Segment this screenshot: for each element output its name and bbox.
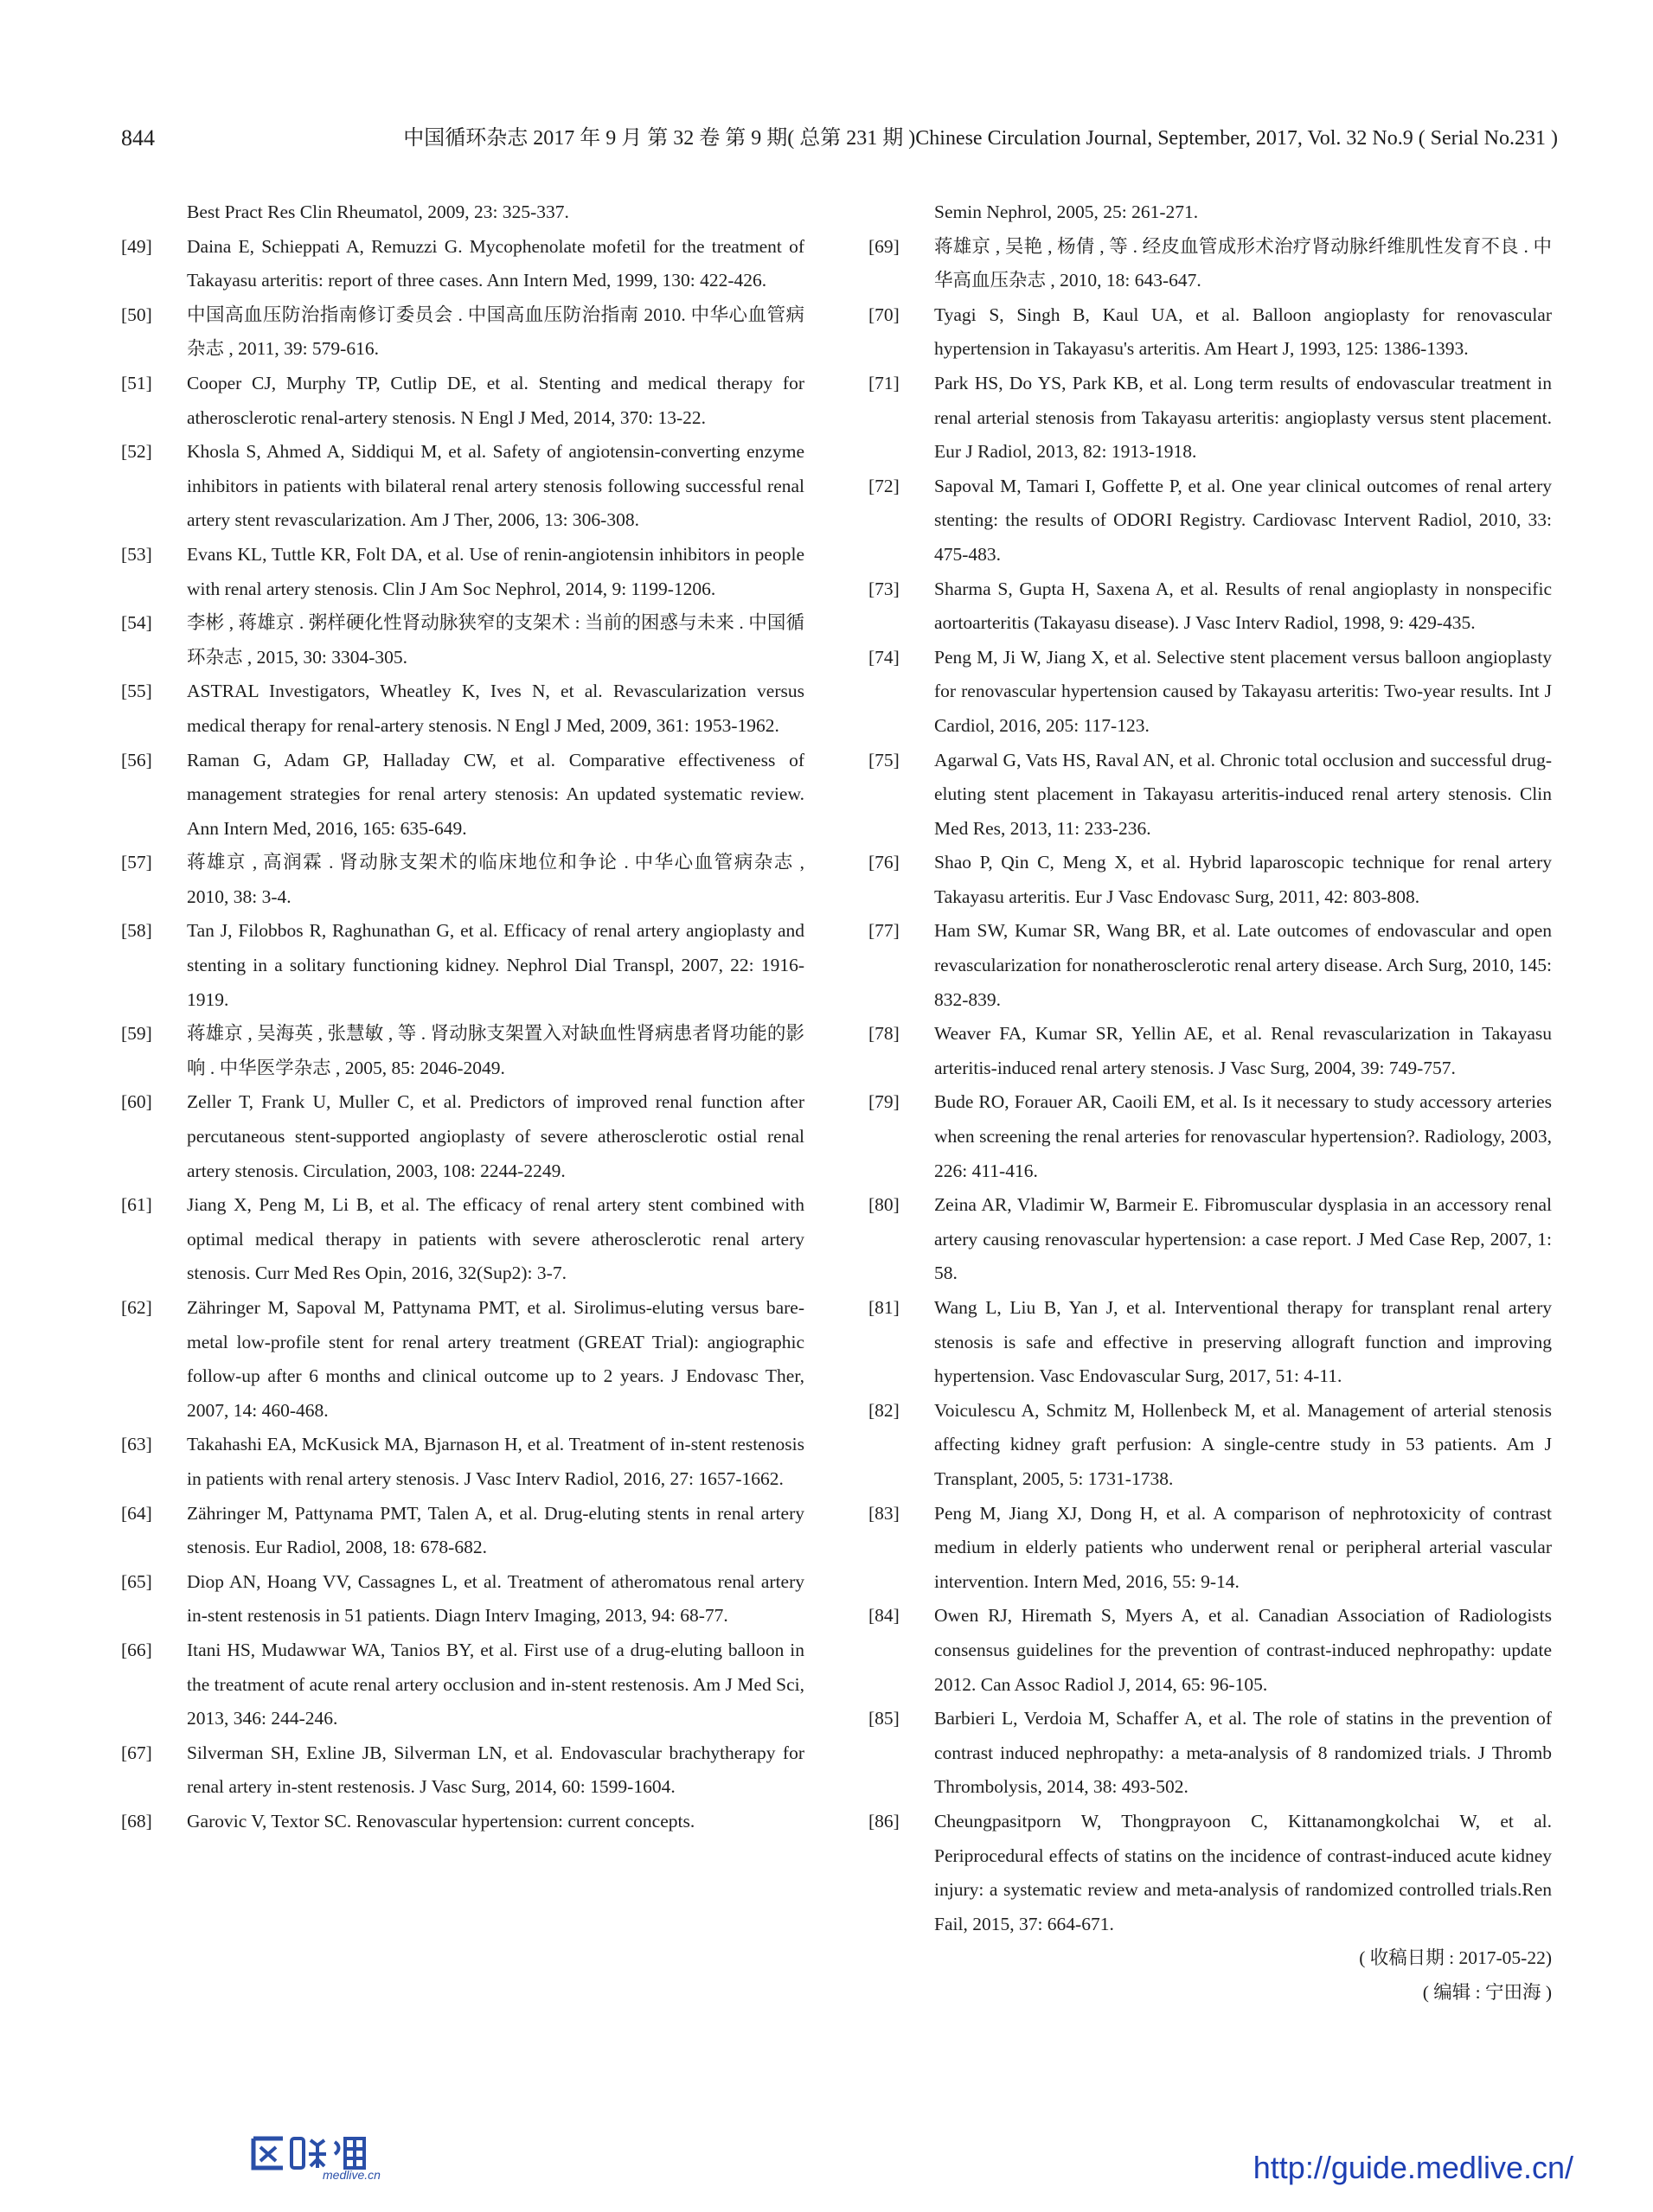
reference-text: Wang L, Liu B, Yan J, et al. Interventional therapy for transplant renal artery stenosis is safe and effective in preserving allograft function and improving hypertension. Vasc Endovascular Surg, 2017, 51: 4-11. xyxy=(934,1297,1552,1387)
reference-item xyxy=(868,1599,1552,1702)
reference-text: Raman G, Adam GP, Halladay CW, et al. Comparative effectiveness of management strategies for renal artery stenosis: An updated systematic review. Ann Intern Med, 2016, 165: 635-649. xyxy=(187,749,804,839)
reference-text: 蒋雄京 , 吴艳 , 杨倩 , 等 . 经皮血管成形术治疗肾动脉纤维肌性发育不良 . 中华高血压杂志 , 2010, 18: 643-647. xyxy=(934,235,1552,291)
reference-number: [59] xyxy=(121,1023,152,1045)
reference-text: Zeina AR, Vladimir W, Barmeir E. Fibromuscular dysplasia in an accessory renal artery causing renovascular hypertension: a case report. J Med Case Rep, 2007, 1: 58. xyxy=(934,1194,1552,1284)
reference-number: [68] xyxy=(121,1810,152,1832)
reference-item xyxy=(121,1428,804,1496)
reference-item xyxy=(121,606,804,674)
reference-number: [57] xyxy=(121,852,152,873)
reference-text: Zähringer M, Pattynama PMT, Talen A, et al. Drug-eluting stents in renal artery stenosis. Eur Radiol, 2008, 18: 678-682. xyxy=(187,1502,804,1558)
reference-item xyxy=(121,230,804,298)
reference-item xyxy=(868,914,1552,1017)
reference-text: Cooper CJ, Murphy TP, Cutlip DE, et al. Stenting and medical therapy for atherosclerotic renal-artery stenosis. N Engl J Med, 2014, 370: 13-22. xyxy=(187,372,804,428)
reference-item xyxy=(121,1085,804,1188)
reference-item xyxy=(121,914,804,1017)
reference-number: [60] xyxy=(121,1091,152,1113)
reference-item xyxy=(121,846,804,914)
journal-running-header: 中国循环杂志 2017 年 9 月 第 32 卷 第 9 期( 总第 231 期 )Chinese Circulation Journal, September, 2017, Vol. 32 No.9 ( Serial No.231 ) xyxy=(403,127,1558,150)
page-number: 844 xyxy=(121,125,155,150)
reference-number: [69] xyxy=(868,235,900,257)
reference-text: Daina E, Schieppati A, Remuzzi G. Mycophenolate mofetil for the treatment of Takayasu arteritis: report of three cases. Ann Intern Med, 1999, 130: 422-426. xyxy=(187,235,804,291)
reference-number: [62] xyxy=(121,1297,152,1318)
reference-text: 蒋雄京 , 高润霖 . 肾动脉支架术的临床地位和争论 . 中华心血管病杂志 , 2010, 38: 3-4. xyxy=(187,852,804,907)
logo-subtitle: medlive.cn xyxy=(323,2168,381,2182)
reference-item xyxy=(121,1188,804,1291)
reference-item xyxy=(121,1565,804,1633)
reference-number: [74] xyxy=(868,646,900,668)
reference-item xyxy=(121,435,804,538)
reference-number: [50] xyxy=(121,304,152,325)
reference-text: Barbieri L, Verdoia M, Schaffer A, et al. The role of statins in the prevention of contrast induced nephropathy: a meta-analysis of 8 randomized trials. J Thromb Thrombolysis, 2014, 38: 493-502. xyxy=(934,1708,1552,1798)
reference-text: Garovic V, Textor SC. Renovascular hypertension: current concepts. xyxy=(187,1810,695,1832)
reference-text: Zähringer M, Sapoval M, Pattynama PMT, et al. Sirolimus-eluting versus bare-metal low-profile stent for renal artery treatment (GREAT Trial): angiographic follow-up after 6 months and clinical outcome up to 2 years. J Endovasc Ther, 2007, 14: 460-468. xyxy=(187,1297,804,1421)
reference-item xyxy=(868,1291,1552,1394)
reference-item xyxy=(868,641,1552,744)
reference-text: ASTRAL Investigators, Wheatley K, Ives N, et al. Revascularization versus medical therapy for renal-artery stenosis. N Engl J Med, 2009, 361: 1953-1962. xyxy=(187,681,804,736)
reference-item xyxy=(868,846,1552,914)
reference-number: [72] xyxy=(868,475,900,496)
reference-text: Peng M, Jiang XJ, Dong H, et al. A comparison of nephrotoxicity of contrast medium in elderly patients who underwent renal or peripheral arterial vascular intervention. Intern Med, 2016, 55: 9-14. xyxy=(934,1502,1552,1592)
reference-item xyxy=(121,538,804,606)
reference-number: [73] xyxy=(868,578,900,599)
reference-item xyxy=(868,367,1552,470)
reference-text: Sharma S, Gupta H, Saxena A, et al. Results of renal angioplasty in nonspecific aortoarteritis (Takayasu disease). J Vasc Interv Radiol, 1998, 9: 429-435. xyxy=(934,578,1552,634)
reference-continuation: Semin Nephrol, 2005, 25: 261-271. xyxy=(934,201,1199,222)
reference-number: [85] xyxy=(868,1708,900,1729)
footer-url-link[interactable]: http://guide.medlive.cn/ xyxy=(1253,2150,1573,2185)
reference-item xyxy=(121,1017,804,1085)
reference-text: Silverman SH, Exline JB, Silverman LN, et al. Endovascular brachytherapy for renal artery in-stent restenosis. J Vasc Surg, 2014, 60: 1599-1604. xyxy=(187,1742,804,1798)
reference-item xyxy=(868,1085,1552,1188)
reference-item xyxy=(121,744,804,847)
reference-text: Jiang X, Peng M, Li B, et al. The efficacy of renal artery stent combined with optimal medical therapy in patients with severe atherosclerotic renal artery stenosis. Curr Med Res Opin, 2016, 32(Sup2): 3-7. xyxy=(187,1194,804,1284)
reference-number: [80] xyxy=(868,1194,900,1216)
reference-item xyxy=(868,744,1552,847)
reference-item xyxy=(868,1702,1552,1805)
reference-text: Owen RJ, Hiremath S, Myers A, et al. Canadian Association of Radiologists consensus guidelines for the prevention of contrast-induced nephropathy: update 2012. Can Assoc Radiol J, 2014, 65: 96-105. xyxy=(934,1605,1552,1695)
reference-number: [76] xyxy=(868,852,900,873)
reference-item xyxy=(868,230,1552,298)
reference-text: Tyagi S, Singh B, Kaul UA, et al. Balloon angioplasty for renovascular hypertension in Takayasu's arteritis. Am Heart J, 1993, 125: 1386-1393. xyxy=(934,304,1552,360)
reference-number: [63] xyxy=(121,1434,152,1455)
reference-text: Peng M, Ji W, Jiang X, et al. Selective stent placement versus balloon angioplasty for renovascular hypertension caused by Takayasu arteritis: Two-year results. Int J Cardiol, 2016, 205: 117-123. xyxy=(934,646,1552,736)
reference-text: Itani HS, Mudawwar WA, Tanios BY, et al. First use of a drug-eluting balloon in the treatment of acute renal artery occlusion and in-stent restenosis. Am J Med Sci, 2013, 346: 244-246. xyxy=(187,1639,804,1729)
reference-text: 李彬 , 蒋雄京 . 粥样硬化性肾动脉狭窄的支架术 : 当前的困惑与未来 . 中国循环杂志 , 2015, 30: 3304-305. xyxy=(187,612,804,668)
reference-number: [53] xyxy=(121,543,152,565)
reference-text: 中国高血压防治指南修订委员会 . 中国高血压防治指南 2010. 中华心血管病杂志 , 2011, 39: 579-616. xyxy=(187,304,804,360)
reference-number: [78] xyxy=(868,1023,900,1045)
reference-item xyxy=(121,1497,804,1565)
reference-text: Ham SW, Kumar SR, Wang BR, et al. Late outcomes of endovascular and open revascularization for nonatherosclerotic renal artery disease. Arch Surg, 2010, 145: 832-839. xyxy=(934,920,1552,1010)
reference-item xyxy=(121,1633,804,1736)
reference-text: Sapoval M, Tamari I, Goffette P, et al. One year clinical outcomes of renal artery stenting: the results of ODORI Registry. Cardiovasc Intervent Radiol, 2010, 33: 475-483. xyxy=(934,475,1552,565)
reference-number: [52] xyxy=(121,441,152,463)
reference-item xyxy=(121,674,804,743)
received-date: ( 收稿日期 : 2017-05-22) xyxy=(1359,1947,1552,1969)
reference-text: Takahashi EA, McKusick MA, Bjarnason H, et al. Treatment of in-stent restenosis in patients with renal artery stenosis. J Vasc Interv Radiol, 2016, 27: 1657-1662. xyxy=(187,1434,804,1489)
reference-column-left xyxy=(121,195,804,1839)
reference-item xyxy=(121,1291,804,1428)
editor-credit: ( 编辑 : 宁田海 ) xyxy=(1422,1981,1552,2003)
reference-item xyxy=(868,572,1552,641)
reference-text: Diop AN, Hoang VV, Cassagnes L, et al. Treatment of atheromatous renal artery in-stent restenosis in 51 patients. Diagn Interv Imaging, 2013, 94: 68-77. xyxy=(187,1570,804,1627)
reference-item xyxy=(868,1394,1552,1497)
reference-text: Shao P, Qin C, Meng X, et al. Hybrid laparoscopic technique for renal artery Takayasu arteritis. Eur J Vasc Endovasc Surg, 2011, 42: 803-808. xyxy=(934,852,1552,907)
reference-number: [84] xyxy=(868,1605,900,1627)
reference-text: Bude RO, Forauer AR, Caoili EM, et al. Is it necessary to study accessory arteries when screening the renal arteries for renovascular hypertension?. Radiology, 2003, 226: 411-416. xyxy=(934,1091,1552,1181)
reference-text: Zeller T, Frank U, Muller C, et al. Predictors of improved renal function after percutaneous stent-supported angioplasty of severe atherosclerotic ostial renal artery stenosis. Circulation, 2003, 108: 2244-2249. xyxy=(187,1091,804,1181)
reference-item xyxy=(121,298,804,367)
reference-number: [64] xyxy=(121,1502,152,1524)
reference-text: Tan J, Filobbos R, Raghunathan G, et al. Efficacy of renal artery angioplasty and stenting in a solitary functioning kidney. Nephrol Dial Transpl, 2007, 22: 1916-1919. xyxy=(187,920,804,1010)
reference-text: Evans KL, Tuttle KR, Folt DA, et al. Use of renin-angiotensin inhibitors in people with renal artery stenosis. Clin J Am Soc Nephrol, 2014, 9: 1199-1206. xyxy=(187,543,804,599)
reference-text: Weaver FA, Kumar SR, Yellin AE, et al. Renal revascularization in Takayasu arteritis-induced renal artery stenosis. J Vasc Surg, 2004, 39: 749-757. xyxy=(934,1023,1552,1078)
reference-list-right xyxy=(868,230,1552,1942)
reference-number: [56] xyxy=(121,749,152,770)
reference-number: [82] xyxy=(868,1399,900,1421)
page-header xyxy=(121,121,1558,156)
reference-number: [83] xyxy=(868,1502,900,1524)
reference-number: [49] xyxy=(121,235,152,257)
reference-item xyxy=(121,1805,804,1839)
reference-number: [66] xyxy=(121,1639,152,1660)
reference-text: Cheungpasitporn W, Thongprayoon C, Kittanamongkolchai W, et al. Periprocedural effects of statins on the incidence of contrast-induced acute kidney injury: a systematic review and meta-analysis of randomized controlled trials.Ren Fail, 2015, 37: 664-671. xyxy=(934,1810,1552,1934)
reference-text: Agarwal G, Vats HS, Raval AN, et al. Chronic total occlusion and successful drug-eluting stent placement in Takayasu arteritis-induced renal artery stenosis. Clin Med Res, 2013, 11: 233-236. xyxy=(934,749,1552,839)
medlive-logo xyxy=(247,2132,402,2183)
reference-number: [79] xyxy=(868,1091,900,1113)
reference-number: [75] xyxy=(868,749,900,770)
reference-number: [71] xyxy=(868,372,900,393)
reference-number: [70] xyxy=(868,304,900,325)
reference-item xyxy=(121,367,804,435)
reference-number: [54] xyxy=(121,612,152,634)
reference-number: [77] xyxy=(868,920,900,942)
reference-text: Park HS, Do YS, Park KB, et al. Long term results of endovascular treatment in renal arterial stenosis from Takayasu arteritis: angioplasty versus stent placement. Eur J Radiol, 2013, 82: 1913-1918. xyxy=(934,372,1552,463)
reference-list-left xyxy=(121,230,804,1839)
reference-number: [81] xyxy=(868,1297,900,1318)
reference-number: [58] xyxy=(121,920,152,942)
reference-item xyxy=(868,1805,1552,1941)
reference-continuation: Best Pract Res Clin Rheumatol, 2009, 23: 325-337. xyxy=(187,201,569,222)
reference-number: [51] xyxy=(121,372,152,393)
reference-text: Voiculescu A, Schmitz M, Hollenbeck M, et al. Management of arterial stenosis affecting kidney graft perfusion: A single-centre study in 53 patients. Am J Transplant, 2005, 5: 1731-1738. xyxy=(934,1399,1552,1489)
reference-column-right xyxy=(868,195,1552,2010)
reference-number: [65] xyxy=(121,1570,152,1592)
reference-item xyxy=(121,1736,804,1805)
reference-item xyxy=(868,1497,1552,1600)
reference-number: [55] xyxy=(121,681,152,702)
reference-item xyxy=(868,1188,1552,1291)
reference-number: [67] xyxy=(121,1742,152,1763)
reference-item xyxy=(868,470,1552,572)
reference-number: [61] xyxy=(121,1194,152,1216)
reference-text: Khosla S, Ahmed A, Siddiqui M, et al. Safety of angiotensin-converting enzyme inhibitors in patients with bilateral renal artery stenosis following successful renal artery stent revascularization. Am J Ther, 2006, 13: 306-308. xyxy=(187,441,804,531)
reference-text: 蒋雄京 , 吴海英 , 张慧敏 , 等 . 肾动脉支架置入对缺血性肾病患者肾功能的影响 . 中华医学杂志 , 2005, 85: 2046-2049. xyxy=(187,1023,804,1078)
reference-item xyxy=(868,298,1552,367)
reference-item xyxy=(868,1017,1552,1085)
reference-number: [86] xyxy=(868,1810,900,1832)
